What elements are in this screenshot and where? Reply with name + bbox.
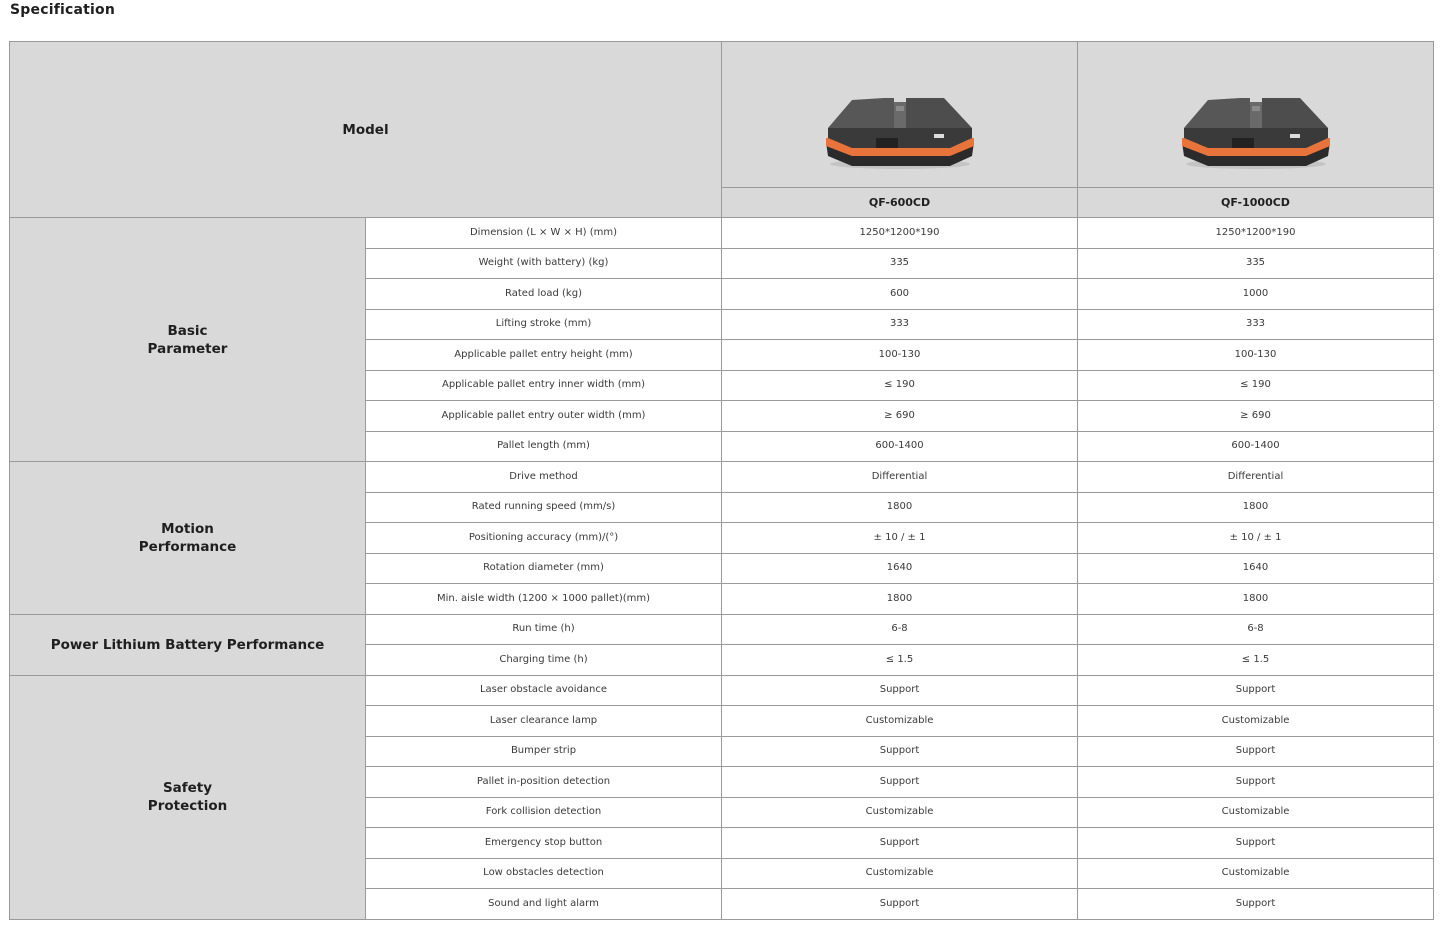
spec-label: Bumper strip bbox=[366, 736, 722, 767]
spec-value: 1800 bbox=[722, 492, 1078, 523]
spec-table-body bbox=[10, 42, 1434, 920]
model-name: QF-600CD bbox=[722, 188, 1078, 218]
spec-label: Dimension (L × W × H) (mm) bbox=[366, 218, 722, 249]
spec-value: ≤ 1.5 bbox=[1078, 645, 1434, 676]
spec-value: 1640 bbox=[1078, 553, 1434, 584]
spec-label: Run time (h) bbox=[366, 614, 722, 645]
spec-value: 600 bbox=[722, 279, 1078, 310]
group-header-cell bbox=[10, 675, 366, 919]
spec-row bbox=[10, 218, 1434, 249]
spec-value: Customizable bbox=[722, 706, 1078, 737]
spec-row bbox=[10, 614, 1434, 645]
spec-label: Lifting stroke (mm) bbox=[366, 309, 722, 340]
spec-value: Customizable bbox=[722, 858, 1078, 889]
spec-label: Emergency stop button bbox=[366, 828, 722, 859]
spec-label: Rated running speed (mm/s) bbox=[366, 492, 722, 523]
spec-value: 335 bbox=[722, 248, 1078, 279]
spec-label: Weight (with battery) (kg) bbox=[366, 248, 722, 279]
spec-value: Support bbox=[1078, 675, 1434, 706]
model-header-row bbox=[10, 42, 1434, 188]
spec-value: 1800 bbox=[1078, 584, 1434, 615]
spec-value: 333 bbox=[1078, 309, 1434, 340]
spec-value: 1250*1200*190 bbox=[722, 218, 1078, 249]
spec-value: 600-1400 bbox=[1078, 431, 1434, 462]
spec-value: 1800 bbox=[722, 584, 1078, 615]
group-name-line: Basic bbox=[167, 322, 208, 339]
spec-value: 335 bbox=[1078, 248, 1434, 279]
model-image-cell bbox=[1078, 42, 1434, 188]
spec-label: Low obstacles detection bbox=[366, 858, 722, 889]
model-header-cell: Model bbox=[10, 42, 722, 218]
spec-label: Min. aisle width (1200 × 1000 pallet)(mm) bbox=[366, 584, 722, 615]
group-name-line: Safety bbox=[162, 780, 213, 796]
spec-value: 600-1400 bbox=[722, 431, 1078, 462]
model-image-cell bbox=[722, 42, 1078, 188]
spec-label: Drive method bbox=[366, 462, 722, 493]
agv-robot-image bbox=[1178, 94, 1334, 170]
spec-value: 1000 bbox=[1078, 279, 1434, 310]
group-header-cell bbox=[10, 462, 366, 615]
spec-value: Support bbox=[1078, 889, 1434, 920]
spec-value: ± 10 / ± 1 bbox=[722, 523, 1078, 554]
spec-label: Sound and light alarm bbox=[366, 889, 722, 920]
spec-value: Support bbox=[722, 767, 1078, 798]
spec-value: ≤ 1.5 bbox=[722, 645, 1078, 676]
spec-label: Rotation diameter (mm) bbox=[366, 553, 722, 584]
group-name-line: Motion bbox=[161, 520, 214, 537]
spec-label: Fork collision detection bbox=[366, 797, 722, 828]
spec-label: Pallet in-position detection bbox=[366, 767, 722, 798]
spec-value: ± 10 / ± 1 bbox=[1078, 523, 1434, 554]
spec-value: Customizable bbox=[1078, 797, 1434, 828]
spec-label: Positioning accuracy (mm)/(°) bbox=[366, 523, 722, 554]
group-name-line: Parameter bbox=[147, 340, 228, 357]
specification-table bbox=[9, 41, 1434, 920]
spec-value: 6-8 bbox=[1078, 614, 1434, 645]
group-header-cell bbox=[10, 218, 366, 462]
spec-value: ≥ 690 bbox=[1078, 401, 1434, 432]
spec-value: Customizable bbox=[1078, 706, 1434, 737]
spec-value: Support bbox=[1078, 736, 1434, 767]
spec-value: Differential bbox=[722, 462, 1078, 493]
spec-value: Support bbox=[722, 736, 1078, 767]
spec-value: Customizable bbox=[722, 797, 1078, 828]
page-title: Specification bbox=[10, 2, 116, 18]
spec-label: Applicable pallet entry outer width (mm) bbox=[366, 401, 722, 432]
spec-label: Laser clearance lamp bbox=[366, 706, 722, 737]
spec-value: ≤ 190 bbox=[722, 370, 1078, 401]
spec-value: 100-130 bbox=[1078, 340, 1434, 371]
spec-label: Rated load (kg) bbox=[366, 279, 722, 310]
spec-label: Laser obstacle avoidance bbox=[366, 675, 722, 706]
spec-value: 1250*1200*190 bbox=[1078, 218, 1434, 249]
spec-label: Applicable pallet entry height (mm) bbox=[366, 340, 722, 371]
spec-value: ≥ 690 bbox=[722, 401, 1078, 432]
spec-value: Support bbox=[1078, 828, 1434, 859]
group-name-line: Performance bbox=[138, 538, 237, 555]
spec-value: Support bbox=[722, 889, 1078, 920]
group-name-line: Power Lithium Battery Performance bbox=[50, 636, 325, 653]
spec-label: Pallet length (mm) bbox=[366, 431, 722, 462]
spec-value: 333 bbox=[722, 309, 1078, 340]
spec-value: 100-130 bbox=[722, 340, 1078, 371]
spec-value: Support bbox=[722, 675, 1078, 706]
spec-value: Differential bbox=[1078, 462, 1434, 493]
agv-robot-image bbox=[822, 94, 978, 170]
spec-value: 6-8 bbox=[722, 614, 1078, 645]
spec-value: ≤ 190 bbox=[1078, 370, 1434, 401]
spec-row bbox=[10, 675, 1434, 706]
spec-label: Charging time (h) bbox=[366, 645, 722, 676]
spec-row bbox=[10, 462, 1434, 493]
spec-value: 1640 bbox=[722, 553, 1078, 584]
spec-value: Customizable bbox=[1078, 858, 1434, 889]
group-header-cell bbox=[10, 614, 366, 675]
spec-value: Support bbox=[722, 828, 1078, 859]
spec-label: Applicable pallet entry inner width (mm) bbox=[366, 370, 722, 401]
group-name-line: Protection bbox=[147, 798, 228, 814]
spec-value: Support bbox=[1078, 767, 1434, 798]
spec-value: 1800 bbox=[1078, 492, 1434, 523]
model-name: QF-1000CD bbox=[1078, 188, 1434, 218]
